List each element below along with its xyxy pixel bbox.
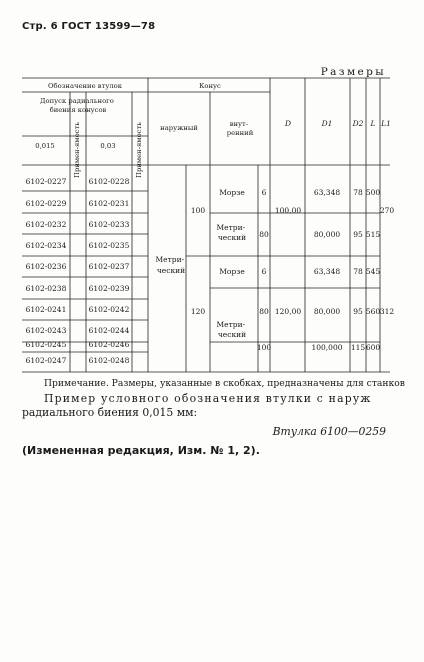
designation-015: 6102-0245 — [25, 340, 67, 349]
d-100: 100,00 — [274, 206, 302, 215]
inner-morse-1: Морзе — [219, 188, 245, 197]
col-designation: Обозначение втулок — [47, 82, 123, 90]
d2-row1: 78 — [353, 188, 363, 197]
designation-rows — [26, 177, 130, 365]
example-code: Втулка 6100—0259 — [272, 425, 386, 438]
outer-120: 120 — [190, 307, 206, 316]
designation-003: 6102-0233 — [88, 220, 130, 229]
designation-015: 6102-0238 — [25, 284, 67, 293]
col-D2: D2 — [352, 119, 364, 128]
inner-80-1: 80 — [259, 230, 269, 239]
designation-003: 6102-0248 — [88, 356, 130, 365]
l1-270: 270 — [379, 206, 395, 215]
designation-003: 6102-0239 — [88, 284, 130, 293]
d2-row5: 115 — [350, 343, 366, 352]
designation-015: 6102-0243 — [25, 326, 67, 335]
inner-6-1: 6 — [261, 188, 267, 197]
col-tolerance: Допуск радиального биения конусов — [40, 97, 114, 114]
col-D1: D1 — [321, 119, 333, 128]
l-row2: 515 — [365, 230, 381, 239]
d1-row1: 63,348 — [313, 188, 341, 197]
d2-row3: 78 — [353, 267, 363, 276]
l1-312: 312 — [379, 307, 395, 316]
d1-row5: 100,000 — [311, 343, 343, 352]
inner-80-2: 80 — [259, 307, 269, 316]
d1-row3: 63,348 — [313, 267, 341, 276]
designation-015: 6102-0241 — [25, 305, 67, 314]
col-applicability-1: Примен-ямость — [73, 122, 81, 178]
inner-6-2: 6 — [261, 267, 267, 276]
inner-metric-1: Метри- ческий — [216, 223, 247, 242]
designation-015: 6102-0236 — [25, 262, 67, 271]
col-003: 0,03 — [100, 142, 116, 150]
col-outer: наружный — [160, 124, 198, 132]
example-line-1: Пример условного обозначения втулки с наруж — [44, 392, 372, 405]
designation-003: 6102-0228 — [88, 177, 130, 186]
designation-015: 6102-0247 — [25, 356, 67, 365]
d1-row2: 80,000 — [313, 230, 341, 239]
d2-row2: 95 — [353, 230, 363, 239]
designation-015: 6102-0232 — [25, 220, 67, 229]
example-line-2: радиального биения 0,015 мм: — [22, 406, 198, 419]
outer-cone: Метри- ческий — [155, 255, 186, 275]
inner-metric-2: Метри- ческий — [216, 320, 247, 339]
l-row3: 545 — [365, 267, 381, 276]
l-row5: 600 — [365, 343, 381, 352]
sizes-caption: Размеры — [320, 66, 386, 78]
col-applicability-2: Примен-ямость — [135, 122, 143, 178]
amendment-note: (Измененная редакция, Изм. № 1, 2). — [22, 444, 260, 457]
designation-015: 6102-0229 — [25, 199, 67, 208]
designation-003: 6102-0235 — [88, 241, 130, 250]
page-header: Стр. 6 ГОСТ 13599—78 — [22, 21, 156, 32]
d-120: 120,00 — [274, 307, 302, 316]
d1-row4: 80,000 — [313, 307, 341, 316]
inner-morse-2: Морзе — [219, 267, 245, 276]
col-inner: внут- ренний — [226, 120, 254, 137]
col-L: L — [370, 119, 376, 128]
designation-003: 6102-0237 — [88, 262, 130, 271]
d2-row4: 95 — [353, 307, 363, 316]
col-015: 0,015 — [35, 142, 55, 150]
col-D: D — [284, 119, 292, 128]
outer-100: 100 — [190, 206, 206, 215]
designation-015: 6102-0227 — [25, 177, 67, 186]
designation-003: 6102-0244 — [88, 326, 130, 335]
l-row1: 500 — [365, 188, 381, 197]
l-row4: 560 — [365, 307, 381, 316]
inner-100: 100 — [256, 343, 272, 352]
col-cone: Конус — [199, 82, 221, 90]
designation-015: 6102-0234 — [25, 241, 67, 250]
designation-003: 6102-0242 — [88, 305, 130, 314]
table-note: Примечание. Размеры, указанные в скобках, предназначены для станков — [44, 378, 405, 389]
col-L1: L1 — [381, 119, 391, 128]
designation-003: 6102-0231 — [88, 199, 130, 208]
designation-003: 6102-0246 — [88, 340, 130, 349]
